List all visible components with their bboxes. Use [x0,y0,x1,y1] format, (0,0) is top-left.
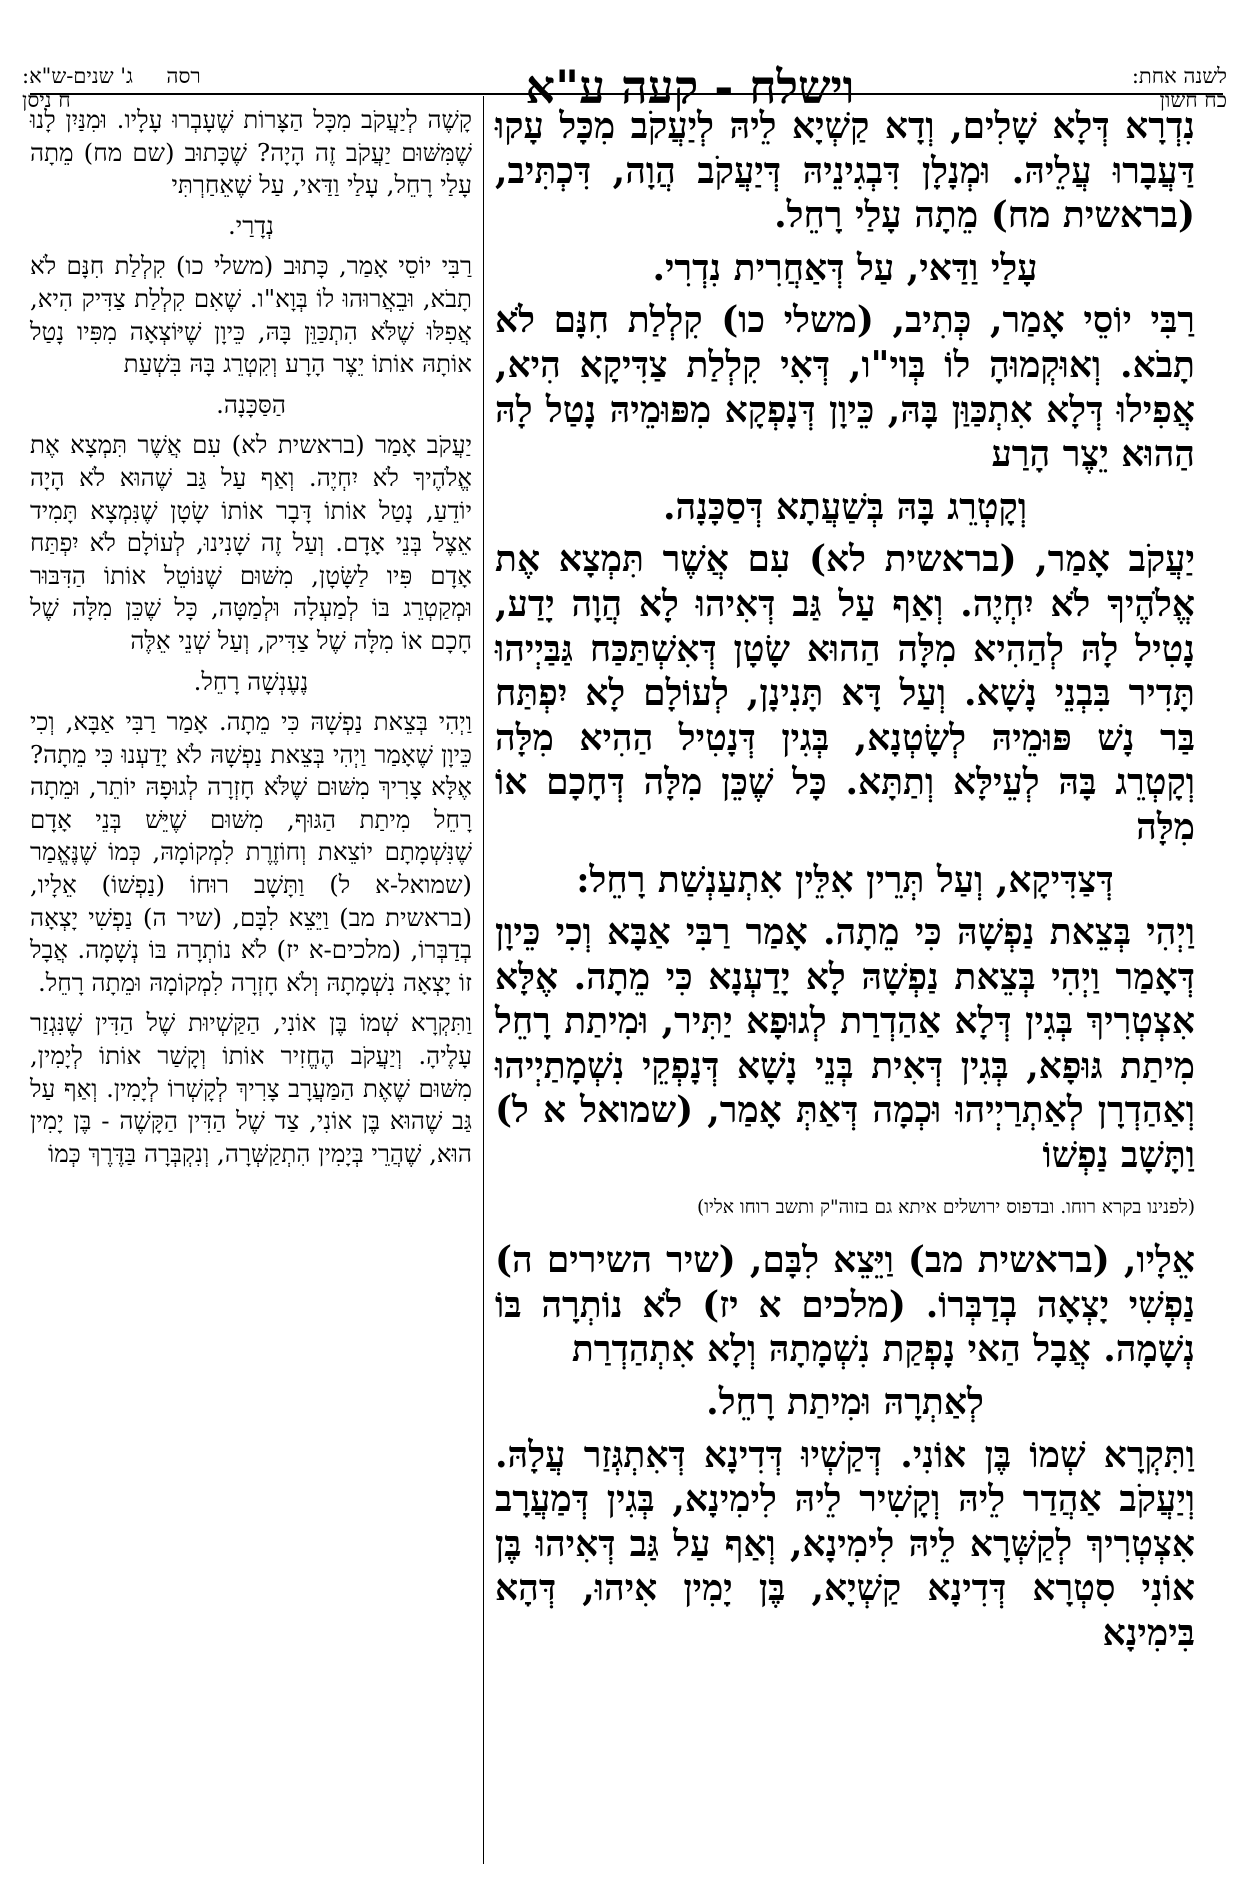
side-paragraph: רַבִּי יוֹסֵי אָמַר, כָּתוּב (משלי כו) קִלְלַת חִנָּם לֹא תָבֹא, וּבֵאֲרוּהוּ לוֹ בְּוָא"ו. שֶׁאִם קִלְלַת צַדִּיק הִיא, אֲפִלּוּ שֶׁלֹּא הִתְכַּוֵּן בָּהּ, כֵּיוָן שֶׁיּוֹצְאָה מִפִּיו נָטַל אוֹתָהּ אוֹתוֹ יֵצֶר הָרָע וְקִטְרֵג בָּהּ בִּשְׁעַת [30,251,472,379]
side-paragraph: וַיְהִי בְּצֵאת נַפְשָׁהּ כִּי מֵתָה. אָמַר רַבִּי אַבָּא, וְכִי כֵּיוָן שֶׁאָמַר וַיְהִי בְּצֵאת נַפְשָׁהּ לֹא יָדַעְנוּ כִּי מֵתָה? אֶלָּא צָרִיךְ מִשּׁוּם שֶׁלֹּא חָזְרָה לְגוּפָהּ יוֹתֵר, וּמֵתָה רָחֵל מִיתַת הַגּוּף, מִשּׁוּם שֶׁיֵּשׁ בְּנֵי אָדָם שֶׁנִּשְׁמָתָם יוֹצֵאת וְחוֹזֶרֶת לִמְקוֹמָהּ, כְּמוֹ שֶׁנֶּאֱמַר (שמואל-א ל) וַתָּשָׁב רוּחוֹ (נַפְשׁוֹ) אֵלָיו, (בראשית מב) וַיֵּצֵא לִבָּם, (שיר ה) נַפְשִׁי יָצְאָה בְדַבְּרוֹ, (מלכים-א יז) לֹא נוֹתְרָה בּוֹ נְשָׁמָה. אֲבָל זוֹ יָצְאָה נִשְׁמָתָהּ וְלֹא חָזְרָה לִמְקוֹמָהּ וּמֵתָה רָחֵל. [30,707,472,997]
page-header [0,0,1253,114]
main-paragraph: נִדְרָא דְּלָא שָׁלִים, וְדָא קַשְׁיָא לֵיהּ לְיַעֲקֹב מִכָּל עָקוּ דַּעֲבָרוּ עֲלֵיהּ. וּמְנָלָן דִּבְגִינֵיהּ דְּיַעֲקֹב הֲוָה, דִּכְתִּיב, (בראשית מח) מֵתָה עָלַי רָחֵל. [495,105,1195,237]
main-paragraph: וַתִּקְרָא שְׁמוֹ בֶּן אוֹנִי. דְּקַשְׁיוּ דְּדִינָא דְּאִתְגְּזַר עֲלָהּ. וְיַעֲקֹב אַהֲדַר לֵיהּ וְקָשִׁיר לֵיהּ לִימִינָא, בְּגִין דְּמַעֲרָב אִצְטְרִיךְ לְקַשְּׁרָא לֵיהּ לִימִינָא, וְאַף עַל גַּב דְּאִיהוּ בֶּן אוֹנִי סִטְרָא דְּדִינָא קַשְׁיָא, בֶּן יָמִין אִיהוּ, דְּהָא בִּימִינָא [495,1433,1195,1654]
side-paragraph: הַסַּכָּנָה. [216,389,286,419]
main-paragraph: עָלַי וַדַּאי, עַל דְּאַחֲרִית נִדְרִי. [652,246,1038,289]
main-paragraph: אֵלָיו, (בראשית מב) וַיֵּצֵא לִבָּם, (שיר השירים ה) נַפְשִׁי יָצְאָה בְדַבְּרוֹ. (מלכים א יז) לֹא נוֹתְרָה בּוֹ נְשָׁמָה. אֲבָל הַאי נָפְקַת נִשְׁמָתָהּ וְלָא אִתְהַדְרַת [495,1239,1195,1371]
main-paragraph: לְאַתְרָהּ וּמִיתַת רָחֵל. [706,1381,984,1424]
header-divider [30,93,1223,95]
main-paragraph: רַבִּי יוֹסֵי אָמַר, כְּתִיב, (משלי כו) קִלְלַת חִנָּם לֹא תָבֹא. וְאוּקְמוּהָ לוֹ בְּוי"ו, דְּאִי קִלְלַת צַדִּיקָא הִיא, אֲפִילוּ דְּלָא אִתְכַּוַּן בָּהּ, כֵּיוָן דְּנָפְקָא מִפּוּמֵיהּ נָטַל לָהּ הַהוּא יֵצֶר הָרַע [495,299,1195,476]
main-paragraph: וַיְהִי בְּצֵאת נַפְשָׁהּ כִּי מֵתָה. אָמַר רַבִּי אַבָּא וְכִי כֵּיוָן דְּאָמַר וַיְהִי בְּצֵאת נַפְשָׁהּ לָא יָדַעְנָא כִּי מֵתָה. אֶלָּא אִצְטְרִיךְ בְּגִין דְּלָא אַהַדְרַת לְגוּפָא יַתִּיר, וּמִיתַת רָחֵל מִיתַת גּוּפָא, בְּגִין דְּאִית בְּנֵי נָשָׁא דְּנָפְקֵי נִשְׁמָתַיְיהוּ וְאַהַדְרָן לְאַתְרַיְיהוּ וּכְמָה דְּאַתְּ אָמַר, (שמואל א ל) וַתָּשָׁב נַפְשׁוֹ [495,911,1195,1177]
side-paragraph: יַעֲקֹב אָמַר (בראשית לא) עִם אֲשֶׁר תִּמְצָא אֶת אֱלֹהֶיךָ לֹא יִחְיֶה. וְאַף עַל גַּב שֶׁהוּא לֹא הָיָה יוֹדֵעַ, נָטַל אוֹתוֹ דָּבָר אוֹתוֹ שָׂטָן שֶׁנִּמְצָא תָּמִיד אֵצֶל בְּנֵי אָדָם. וְעַל זֶה שָׁנִינוּ, לְעוֹלָם לֹא יִפְתַּח אָדָם פִּיו לַשָּׂטָן, מִשּׁוּם שֶׁנּוֹטֵל אוֹתוֹ הַדִּבּוּר וּמְקַטְרֵג בּוֹ לְמַעְלָה וּלְמַטָּה, כָּל שֶׁכֵּן מִלָּה שֶׁל חָכָם אוֹ מִלָּה שֶׁל צַדִּיק, וְעַל שְׁנֵי אֵלֶּה [30,430,472,655]
column-divider [483,96,484,1864]
main-paragraph: יַעֲקֹב אָמַר, (בראשית לא) עִם אֲשֶׁר תִּמְצָא אֶת אֱלֹהֶיךָ לֹא יִחְיֶה. וְאַף עַל גַּב דְּאִיהוּ לָא הֲוָה יָדַע, נָטִיל לָהּ לְהַהִיא מִלָּה הַהוּא שָׂטָן דְּאִשְׁתַּכַּח גַּבַּיְיהוּ תָּדִיר בִּבְנֵי נָשָׁא. וְעַל דָּא תָּנִינָן, לְעוֹלָם לָא יִפְתַּח בַּר נָשׁ פּוּמֵיהּ לְשָׂטְנָא, בְּגִין דְּנָטִיל הַהִיא מִלָּה וְקָטְרֵג בָּהּ לְעֵילָּא וְתַתָּא. כָּל שֶׁכֵּן מִלָּה דְּחָכָם אוֹ מִלָּה [495,538,1196,848]
header-three-years-label [22,64,201,88]
header-three-years-date: ח ניסן [22,88,71,112]
aramaic-column [495,104,1195,1664]
side-paragraph: וַתִּקְרָא שְׁמוֹ בֶּן אוֹנִי, הַקַּשְׁיוּת שֶׁל הַדִּין שֶׁנִּגְזַר עָלֶיהָ. וְיַעֲקֹב הֶחֱזִיר אוֹתוֹ וְקָשַׁר אוֹתוֹ לְיָמִין, מִשּׁוּם שֶׁאֶת הַמַּעֲרָב צָרִיךְ לְקָשְׁרוֹ לְיָמִין. וְאַף עַל גַּב שֶׁהוּא בֶּן אוֹנִי, צַד שֶׁל הַדִּין הַקָּשֶׁה - בֶּן יָמִין הוּא, שֶׁהֲרֵי בְּיָמִין הִתְקַשְּׁרָה, וְנִקְבְּרָה בַּדֶּרֶךְ כְּמוֹ [30,1008,472,1168]
main-paragraph: דְּצַדִּיקָא, וְעַל תְּרֵין אִלֵּין אִתְעַנְשַׁת רָחֵל: [576,858,1114,901]
page-number: רסה [166,64,201,88]
header-one-year-label: לשנה אחת: [1131,64,1227,88]
side-paragraph: נְדָרַי. [228,210,274,240]
page-title: וישלח - קעה ע"א [525,60,855,114]
header-three-years-text: ג' שנים-ש"א: [22,64,133,88]
header-one-year-date: כח חשון [1159,88,1227,112]
side-paragraph: נֶעֶנְשָׁה רָחֵל. [193,666,309,696]
hebrew-translation-column [30,104,472,1178]
main-paragraph: וְקָטְרֵג בָּהּ בְּשַׁעֲתָא דְּסַכָּנָה. [662,485,1028,528]
side-paragraph: קָשֶׁה לְיַעֲקֹב מִכָּל הַצָּרוֹת שֶׁעָבְרוּ עָלָיו. וּמִנַּיִן לָנוּ שֶׁמִּשּׁוּם יַעֲקֹב זֶה הָיָה? שֶׁכָּתוּב (שם מח) מֵתָה עָלַי רָחֵל, עָלַי וַדַּאי, עַל שֶׁאֵחַרְתִּי [30,105,472,200]
main-footnote: (לפנינו בקרא רוחו. ובדפוס ירושלים איתא גם בזוה"ק ותשב רוחו אליו) [696,1196,1195,1218]
